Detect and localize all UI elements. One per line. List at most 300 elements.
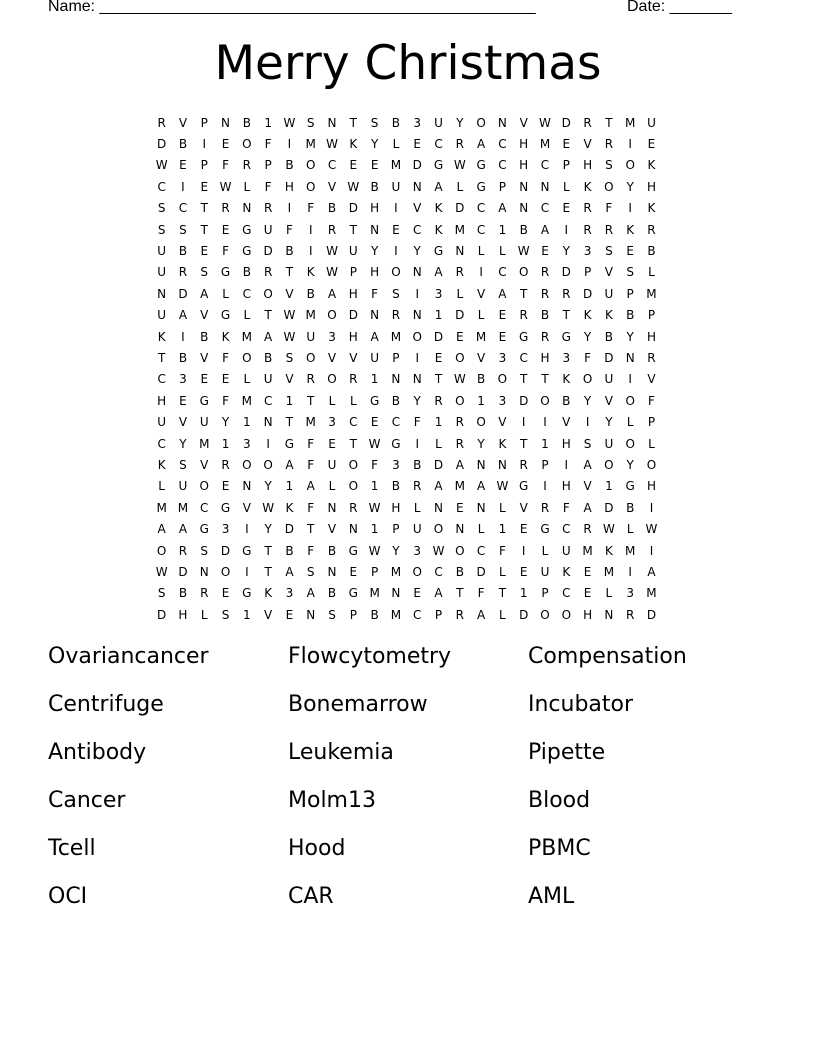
letter-grid (151, 112, 671, 625)
grid-letter: S (179, 457, 187, 472)
grid-letter: V (604, 265, 613, 280)
grid-letter: F (371, 457, 379, 472)
grid-letter: F (222, 158, 229, 173)
grid-letter: S (285, 350, 294, 365)
grid-letter: 3 (413, 115, 422, 130)
grid-letter: R (626, 607, 635, 622)
grid-letter: V (498, 415, 507, 430)
grid-letter: A (498, 286, 507, 301)
grid-letter: O (582, 372, 593, 387)
grid-letter: O (306, 179, 316, 194)
grid-letter: R (540, 329, 550, 344)
grid-letter: E (498, 329, 507, 344)
grid-letter: V (476, 286, 486, 301)
grid-letter: W (368, 543, 381, 558)
grid-letter: L (648, 436, 655, 451)
grid-letter: R (519, 308, 528, 323)
grid-letter: O (476, 115, 486, 130)
grid-letter: T (264, 308, 272, 323)
date-field[interactable]: Date: _______ (627, 0, 732, 15)
grid-letter: F (264, 179, 272, 194)
grid-letter: A (476, 137, 486, 152)
grid-letter: L (626, 415, 634, 430)
grid-letter: E (221, 137, 230, 152)
grid-letter: C (540, 201, 550, 216)
grid-letter: R (306, 372, 315, 387)
grid-letter: Y (626, 179, 634, 194)
grid-letter: W (432, 543, 445, 558)
grid-letter: V (519, 115, 528, 130)
grid-letter: A (476, 607, 486, 622)
grid-letter: 3 (243, 436, 251, 451)
word-list-item: Bonemarrow (288, 692, 428, 717)
grid-letter: G (220, 265, 231, 280)
word-list-item: PBMC (528, 836, 591, 861)
grid-letter: D (455, 308, 465, 323)
grid-letter: S (157, 201, 166, 216)
grid-letter: G (242, 543, 252, 558)
grid-letter: B (413, 457, 422, 472)
grid-letter: B (391, 115, 401, 130)
grid-letter: F (498, 543, 506, 558)
grid-letter: E (179, 393, 187, 408)
grid-letter: M (454, 222, 465, 237)
grid-letter: K (604, 543, 613, 558)
grid-letter: D (348, 308, 358, 323)
grid-row (151, 326, 671, 347)
grid-letter: C (327, 158, 337, 173)
grid-letter: H (583, 607, 593, 622)
grid-row (151, 283, 671, 304)
grid-letter: H (391, 500, 401, 515)
grid-letter: H (348, 286, 358, 301)
grid-row (151, 390, 671, 411)
grid-letter: H (646, 479, 656, 494)
grid-letter: G (519, 329, 529, 344)
grid-letter: K (434, 201, 443, 216)
grid-letter: I (628, 564, 632, 579)
grid-letter: O (497, 372, 508, 387)
grid-letter: R (263, 201, 273, 216)
grid-letter: K (626, 222, 635, 237)
header (48, 0, 748, 20)
grid-letter: T (349, 436, 357, 451)
grid-letter: B (242, 115, 251, 130)
grid-row (151, 347, 671, 368)
grid-letter: P (200, 158, 208, 173)
grid-letter: Y (264, 522, 272, 537)
grid-letter: F (264, 137, 272, 152)
grid-letter: B (327, 201, 337, 216)
grid-letter: 1 (264, 115, 272, 130)
grid-letter: D (178, 564, 188, 579)
grid-letter: O (327, 372, 337, 387)
grid-letter: O (625, 436, 635, 451)
grid-letter: C (519, 350, 528, 365)
grid-letter: V (562, 415, 571, 430)
grid-letter: N (540, 179, 550, 194)
grid-letter: K (562, 372, 571, 387)
grid-letter: U (263, 222, 273, 237)
grid-letter: R (519, 457, 528, 472)
grid-letter: W (262, 500, 275, 515)
grid-letter: L (413, 500, 421, 515)
grid-letter: V (327, 522, 337, 537)
grid-letter: Y (413, 244, 421, 259)
grid-letter: I (287, 137, 292, 152)
grid-letter: D (646, 607, 657, 622)
grid-letter: T (605, 115, 613, 130)
grid-letter: R (434, 393, 443, 408)
grid-letter: M (646, 586, 657, 601)
grid-letter: M (305, 415, 316, 430)
grid-letter: D (519, 607, 529, 622)
grid-letter: M (390, 564, 402, 579)
word-list-item: Blood (528, 788, 591, 813)
grid-letter: H (540, 350, 550, 365)
grid-letter: I (649, 543, 654, 558)
grid-letter: R (604, 137, 614, 152)
grid-letter: P (370, 564, 379, 579)
grid-letter: H (646, 179, 656, 194)
grid-letter: S (306, 115, 315, 130)
grid-letter: C (413, 607, 422, 622)
grid-letter: 3 (413, 543, 422, 558)
grid-row (151, 305, 671, 326)
word-list-item: Leukemia (288, 740, 394, 765)
grid-letter: N (412, 372, 422, 387)
grid-letter: K (562, 564, 571, 579)
grid-letter: I (415, 350, 419, 365)
grid-letter: F (648, 393, 655, 408)
grid-letter: E (583, 586, 592, 601)
grid-letter: N (242, 479, 252, 494)
grid-letter: R (540, 265, 550, 280)
grid-letter: O (455, 543, 465, 558)
grid-letter: U (604, 286, 614, 301)
grid-letter: D (220, 543, 231, 558)
grid-letter: 1 (285, 393, 294, 408)
grid-letter: L (562, 179, 570, 194)
grid-letter: A (306, 586, 315, 601)
grid-letter: 3 (285, 586, 294, 601)
grid-letter: 3 (498, 350, 507, 365)
grid-letter: V (604, 393, 613, 408)
grid-letter: Y (264, 479, 272, 494)
grid-letter: 1 (477, 393, 485, 408)
grid-letter: V (476, 350, 486, 365)
grid-row (151, 369, 671, 390)
grid-letter: C (498, 137, 507, 152)
grid-letter: F (307, 543, 315, 558)
grid-letter: A (264, 329, 273, 344)
grid-letter: P (626, 286, 634, 301)
grid-letter: G (476, 158, 486, 173)
word-list-item: Compensation (528, 644, 687, 669)
grid-letter: M (241, 393, 253, 408)
grid-letter: A (200, 286, 209, 301)
grid-letter: N (455, 244, 465, 259)
grid-letter: Y (626, 457, 634, 472)
grid-letter: N (412, 265, 422, 280)
grid-letter: W (453, 158, 466, 173)
grid-letter: N (434, 500, 443, 515)
grid-letter: G (348, 586, 358, 601)
grid-letter: E (221, 372, 230, 387)
grid-letter: P (349, 607, 357, 622)
grid-letter: O (433, 522, 444, 537)
grid-letter: L (626, 522, 634, 537)
grid-letter: P (541, 457, 549, 472)
grid-letter: U (263, 372, 273, 387)
grid-letter: A (285, 564, 294, 579)
grid-letter: M (305, 308, 316, 323)
word-list-item: Flowcytometry (288, 644, 452, 669)
grid-letter: D (476, 564, 486, 579)
grid-letter: A (370, 329, 379, 344)
grid-letter: U (434, 115, 443, 130)
grid-letter: D (604, 500, 614, 515)
grid-letter: V (242, 500, 251, 515)
grid-letter: S (157, 222, 166, 237)
grid-letter: A (498, 201, 507, 216)
grid-letter: E (179, 158, 187, 173)
grid-row (151, 433, 671, 454)
grid-letter: P (498, 179, 507, 194)
grid-letter: N (327, 115, 337, 130)
grid-letter: E (519, 522, 528, 537)
grid-letter: A (178, 522, 188, 537)
grid-letter: W (283, 115, 296, 130)
grid-letter: T (562, 308, 570, 323)
grid-letter: A (583, 457, 592, 472)
grid-letter: C (178, 201, 188, 216)
grid-letter: L (456, 286, 464, 301)
grid-letter: 3 (179, 372, 187, 387)
grid-letter: G (220, 500, 231, 515)
grid-letter: R (647, 222, 656, 237)
grid-letter: Y (477, 436, 485, 451)
grid-letter: R (221, 201, 230, 216)
grid-letter: O (327, 308, 337, 323)
grid-letter: N (412, 179, 422, 194)
grid-letter: L (328, 393, 336, 408)
grid-letter: L (243, 372, 251, 387)
grid-letter: N (263, 415, 273, 430)
grid-letter: N (327, 564, 337, 579)
grid-letter: M (390, 158, 402, 173)
grid-letter: S (157, 586, 166, 601)
grid-letter: T (264, 564, 272, 579)
grid-letter: I (479, 265, 483, 280)
grid-letter: W (326, 244, 338, 259)
grid-letter: N (625, 350, 635, 365)
grid-letter: I (245, 564, 249, 579)
word-list-item: Ovariancancer (48, 644, 209, 669)
grid-letter: 1 (434, 308, 443, 323)
word-list (48, 640, 788, 928)
grid-letter: A (434, 179, 443, 194)
grid-letter: 1 (243, 415, 251, 430)
grid-row (151, 497, 671, 518)
grid-letter: B (285, 244, 294, 259)
grid-letter: F (222, 350, 229, 365)
grid-letter: A (157, 522, 166, 537)
grid-letter: B (327, 543, 337, 558)
grid-letter: A (434, 479, 443, 494)
grid-letter: M (625, 543, 636, 558)
grid-letter: 1 (370, 479, 379, 494)
grid-letter: C (476, 222, 486, 237)
grid-letter: V (583, 479, 592, 494)
grid-letter: D (455, 201, 465, 216)
grid-letter: K (349, 137, 358, 152)
grid-letter: C (349, 415, 358, 430)
grid-letter: E (221, 479, 230, 494)
grid-letter: R (455, 415, 464, 430)
grid-letter: V (647, 372, 656, 387)
grid-letter: 1 (498, 522, 507, 537)
grid-letter: Y (583, 329, 592, 344)
grid-letter: P (264, 158, 272, 173)
grid-letter: L (349, 393, 357, 408)
grid-letter: A (434, 265, 443, 280)
grid-letter: K (306, 265, 315, 280)
grid-letter: 3 (583, 244, 592, 259)
grid-letter: R (200, 586, 209, 601)
grid-letter: B (178, 586, 188, 601)
grid-letter: O (646, 457, 657, 472)
grid-letter: E (456, 500, 464, 515)
grid-letter: K (647, 158, 656, 173)
grid-letter: K (157, 457, 166, 472)
grid-letter: U (199, 415, 209, 430)
grid-letter: N (391, 372, 401, 387)
grid-letter: N (604, 607, 614, 622)
grid-letter: O (263, 286, 273, 301)
grid-letter: B (562, 393, 571, 408)
grid-letter: G (242, 586, 252, 601)
grid-letter: I (585, 415, 590, 430)
grid-letter: K (647, 201, 656, 216)
name-field[interactable]: Name: _________________________________________________ (48, 0, 536, 15)
grid-letter: N (412, 308, 422, 323)
grid-letter: C (434, 564, 443, 579)
grid-letter: T (520, 372, 528, 387)
grid-letter: I (415, 286, 419, 301)
grid-letter: H (284, 179, 294, 194)
grid-letter: O (625, 393, 635, 408)
grid-letter: I (266, 436, 270, 451)
grid-letter: L (158, 479, 165, 494)
grid-letter: B (285, 158, 294, 173)
grid-row (151, 240, 671, 261)
grid-letter: T (285, 265, 294, 280)
grid-letter: V (178, 415, 188, 430)
grid-letter: L (222, 286, 229, 301)
grid-letter: U (391, 179, 401, 194)
grid-letter: B (626, 308, 635, 323)
grid-letter: W (219, 179, 232, 194)
grid-letter: E (413, 586, 421, 601)
grid-letter: F (413, 415, 421, 430)
grid-letter: O (625, 158, 635, 173)
grid-letter: V (583, 137, 592, 152)
grid-letter: C (242, 286, 252, 301)
grid-letter: D (604, 350, 614, 365)
grid-letter: H (561, 479, 571, 494)
grid-letter: T (285, 415, 294, 430)
grid-letter: S (179, 222, 187, 237)
grid-letter: R (455, 137, 464, 152)
grid-letter: O (540, 393, 550, 408)
grid-letter: F (371, 286, 379, 301)
grid-row (151, 176, 671, 197)
grid-letter: W (453, 372, 466, 387)
grid-letter: G (540, 522, 550, 537)
grid-letter: K (498, 436, 507, 451)
grid-letter: K (583, 179, 592, 194)
grid-letter: R (583, 522, 592, 537)
grid-letter: L (456, 179, 464, 194)
grid-letter: T (520, 286, 528, 301)
grid-letter: R (583, 222, 592, 237)
grid-letter: H (519, 137, 529, 152)
grid-letter: S (605, 158, 613, 173)
grid-letter: B (200, 329, 209, 344)
grid-letter: L (477, 522, 485, 537)
grid-letter: R (455, 436, 464, 451)
grid-letter: M (390, 329, 402, 344)
grid-letter: T (264, 543, 272, 558)
grid-letter: V (285, 286, 294, 301)
word-list-item: Antibody (48, 740, 147, 765)
grid-letter: L (499, 244, 506, 259)
grid-letter: E (285, 607, 294, 622)
grid-letter: B (306, 286, 315, 301)
grid-letter: I (649, 500, 654, 515)
grid-letter: F (307, 457, 315, 472)
grid-letter: G (199, 393, 209, 408)
grid-letter: G (348, 543, 358, 558)
grid-letter: E (221, 222, 230, 237)
grid-letter: U (157, 244, 167, 259)
grid-letter: I (394, 201, 398, 216)
grid-letter: D (348, 201, 358, 216)
grid-letter: M (305, 137, 316, 152)
grid-letter: N (391, 586, 401, 601)
grid-letter: E (200, 372, 209, 387)
grid-letter: L (499, 607, 506, 622)
grid-letter: D (178, 286, 188, 301)
grid-letter: D (412, 158, 422, 173)
grid-letter: N (519, 201, 529, 216)
grid-letter: M (582, 543, 593, 558)
grid-letter: N (455, 522, 465, 537)
grid-letter: E (221, 586, 230, 601)
grid-letter: N (306, 607, 316, 622)
grid-letter: I (287, 201, 292, 216)
grid-letter: L (243, 179, 251, 194)
grid-letter: I (543, 415, 547, 430)
grid-letter: H (583, 158, 593, 173)
grid-letter: D (582, 286, 593, 301)
grid-letter: M (177, 500, 189, 515)
grid-letter: N (242, 201, 252, 216)
grid-letter: E (413, 137, 421, 152)
grid-letter: U (157, 415, 167, 430)
grid-letter: G (391, 436, 401, 451)
